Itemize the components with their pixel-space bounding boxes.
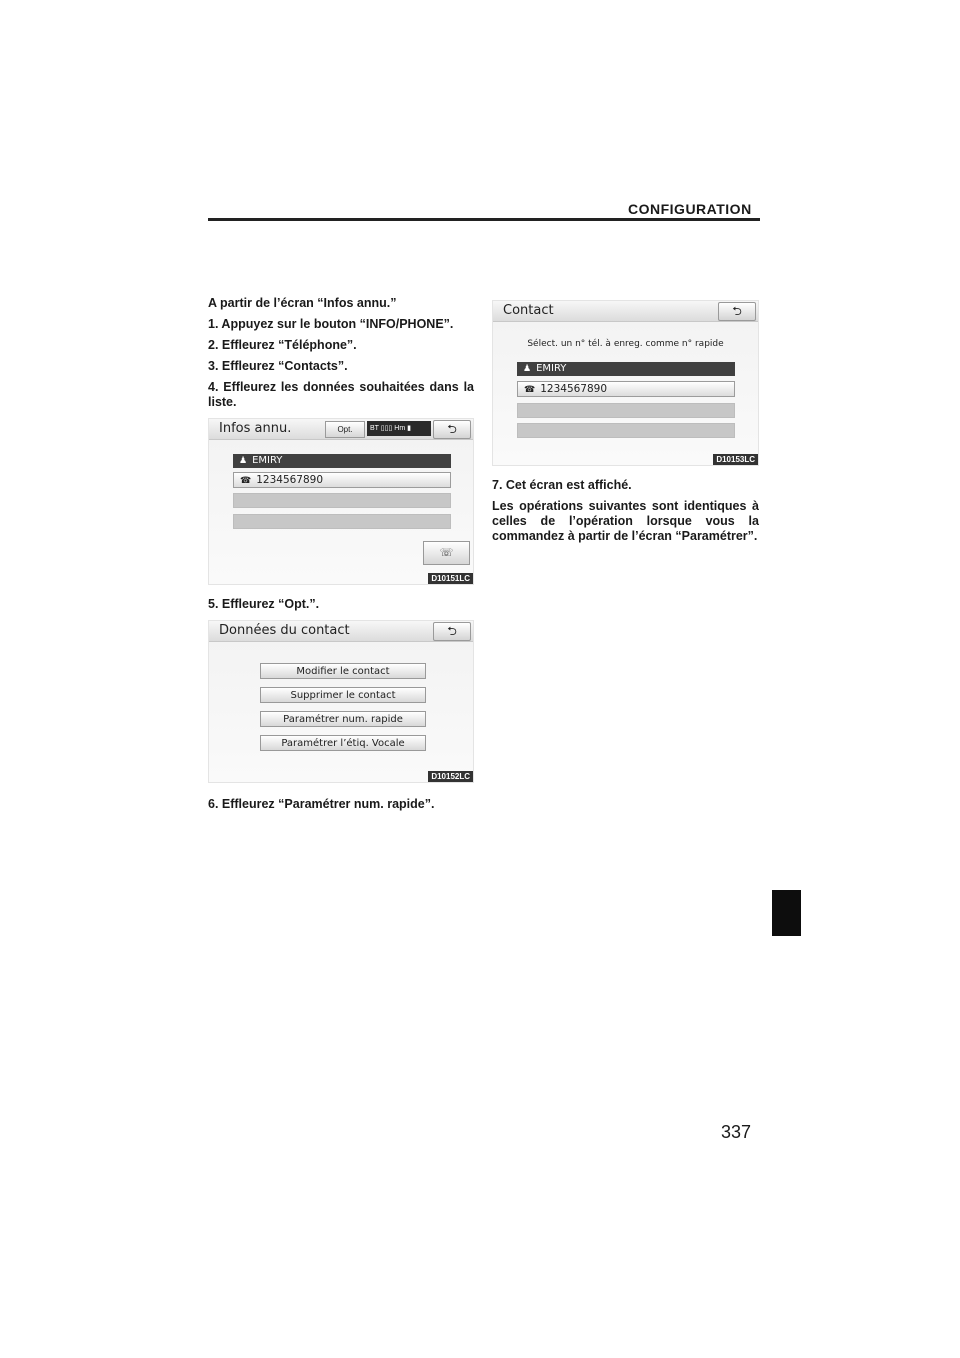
screen-title-bar xyxy=(209,621,473,642)
screen-title: Données du contact xyxy=(219,623,350,638)
back-arrow-icon: ⮌ xyxy=(732,304,742,318)
phone-home-icon: ☎ xyxy=(524,385,536,395)
right-column xyxy=(492,300,759,550)
screen-contact xyxy=(492,300,759,466)
figure-code: D10152LC xyxy=(428,771,473,782)
header-rule xyxy=(208,218,760,221)
step-2: 2. Effleurez “Téléphone”. xyxy=(208,338,357,352)
delete-contact-button[interactable]: Supprimer le contact xyxy=(260,687,426,703)
phone-home-icon: ☎ xyxy=(240,476,252,486)
contact-number: 1234567890 xyxy=(256,474,324,486)
step-5: 5. Effleurez “Opt.”. xyxy=(208,597,320,611)
back-button[interactable] xyxy=(718,302,756,321)
speed-dial-button[interactable]: Paramétrer num. rapide xyxy=(260,711,426,727)
contact-name-row[interactable] xyxy=(517,362,735,376)
step-1: 1. Appuyez sur le bouton “INFO/PHONE”. xyxy=(208,317,454,331)
screen-title: Infos annu. xyxy=(219,421,292,436)
screen-title-bar xyxy=(209,419,473,440)
contact-name-row[interactable] xyxy=(233,454,451,468)
figure-code: D10151LC xyxy=(428,573,473,584)
person-icon: ♟ xyxy=(523,364,532,374)
empty-row xyxy=(233,514,451,529)
back-button[interactable] xyxy=(433,420,471,439)
screen-donnees-contact xyxy=(208,620,474,783)
body-paragraph: Les opérations suivantes sont identiques à celles de l’opération lorsque vous la commandez à partir de l’écran “Paramétrer”. xyxy=(492,499,759,543)
contact-name: EMIRY xyxy=(536,363,567,374)
contact-number-row[interactable] xyxy=(233,472,451,488)
chapter-tab-marker xyxy=(772,890,801,936)
opt-button[interactable]: Opt. xyxy=(325,421,365,438)
step-7: 7. Cet écran est affiché. xyxy=(492,478,632,492)
screen-infos-annu xyxy=(208,418,474,585)
back-button[interactable] xyxy=(433,622,471,641)
edit-contact-button[interactable]: Modifier le contact xyxy=(260,663,426,679)
back-arrow-icon: ⮌ xyxy=(447,422,457,436)
step-4: 4. Effleurez les données souhaitées dans la liste. xyxy=(208,380,474,409)
contact-number-row[interactable] xyxy=(517,381,735,397)
step-3: 3. Effleurez “Contacts”. xyxy=(208,359,348,373)
empty-row xyxy=(517,403,735,418)
call-button[interactable] xyxy=(423,541,470,565)
contact-name: EMIRY xyxy=(252,455,283,466)
status-indicator: BT ▯▯▯ Hm ▮ xyxy=(367,421,431,436)
page-number: 337 xyxy=(721,1122,752,1142)
left-column xyxy=(208,296,474,818)
empty-row xyxy=(233,493,451,508)
contact-number: 1234567890 xyxy=(540,383,608,395)
figure-code: D10153LC xyxy=(713,454,758,465)
screen-title: Contact xyxy=(503,303,554,318)
screen-title-bar xyxy=(493,301,758,322)
step-6: 6. Effleurez “Paramétrer num. rapide”. xyxy=(208,797,435,811)
instruction-text: Sélect. un n° tél. à enreg. comme n° rapide xyxy=(527,339,724,349)
header-title: CONFIGURATION xyxy=(628,201,752,217)
back-arrow-icon: ⮌ xyxy=(447,624,457,638)
voice-tag-button[interactable]: Paramétrer l’étiq. Vocale xyxy=(260,735,426,751)
empty-row xyxy=(517,423,735,438)
intro-text: A partir de l’écran “Infos annu.” xyxy=(208,296,397,310)
person-icon: ♟ xyxy=(239,456,248,466)
phone-icon: ☏ xyxy=(439,547,454,559)
